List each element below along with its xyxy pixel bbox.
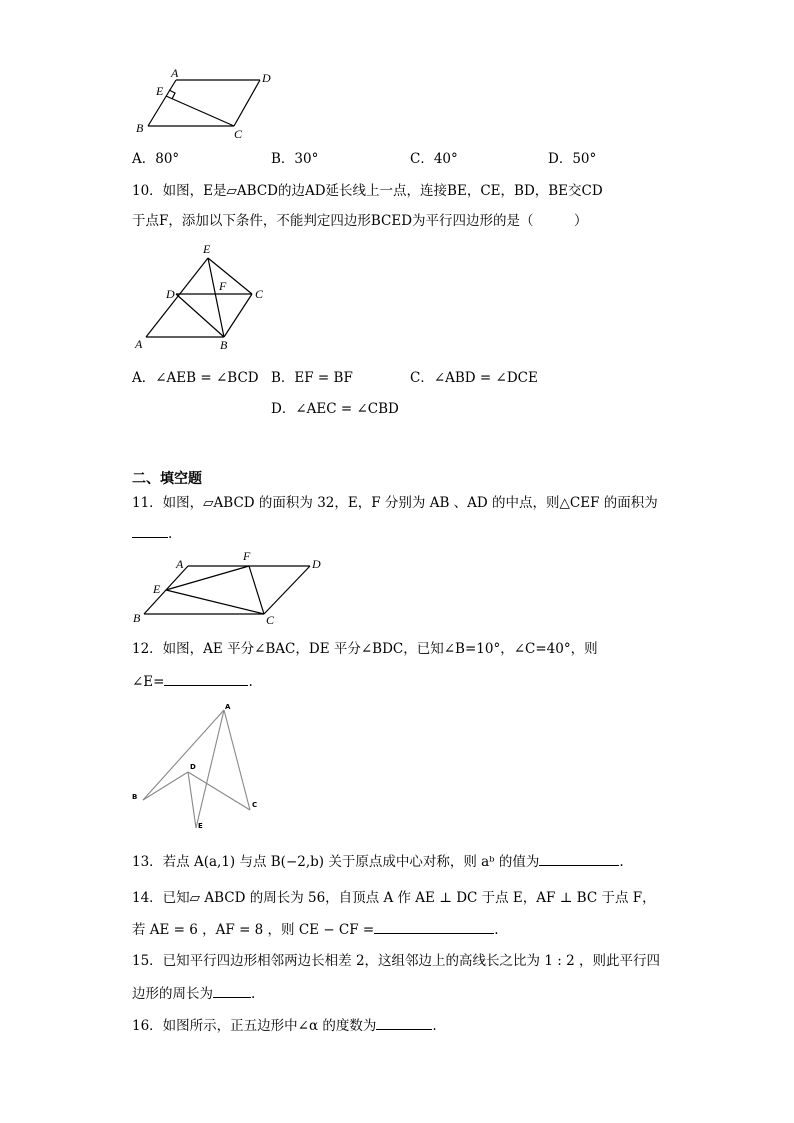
q10-option-b: B．EF = BF <box>271 370 353 386</box>
fig9-label-e: E <box>156 84 164 98</box>
fig12-label-c: C <box>252 801 258 809</box>
fig12-label-b: B <box>132 793 138 801</box>
q14-line1: 14．已知▱ ABCD 的周长为 56，自顶点 A 作 AE ⊥ DC 于点 E，AF ⊥ BC 于点 F， <box>132 890 656 906</box>
q15-line2: 边形的周长为 . <box>132 986 256 1002</box>
fig11-label-d: D <box>312 557 321 571</box>
section-title-fill-in: 二、填空题 <box>132 471 202 487</box>
q11-line1: 11．如图，▱ABCD 的面积为 32，E，F 分别为 AB 、AD 的中点，则△CEF 的面积为 <box>132 495 658 511</box>
q10-line1: 10．如图，E是▱ABCD的边AD延长线上一点，连接BE，CE，BD，BE交CD <box>132 183 603 199</box>
q12-line2: ∠E= . <box>132 674 253 690</box>
q13-answer-blank[interactable] <box>539 852 619 866</box>
fig10-label-a: A <box>135 337 143 351</box>
figure-q10 <box>130 240 280 355</box>
q10-option-c: C．∠ABD = ∠DCE <box>410 370 538 386</box>
q11-answer-blank[interactable] <box>132 524 168 538</box>
fig12-label-a: A <box>225 703 231 711</box>
q9-option-a: A．80° <box>132 151 180 167</box>
q14-answer-blank[interactable] <box>374 920 494 934</box>
q14-line2: 若 AE = 6 ，AF = 8 ，则 CE − CF = . <box>132 922 499 938</box>
q9-option-c: C．40° <box>410 151 458 167</box>
figure-q11 <box>130 548 330 628</box>
fig11-label-e: E <box>153 582 161 596</box>
q13-line: 13．若点 A(a,1) 与点 B(−2,b) 关于原点成中心对称，则 aᵇ 的值为 . <box>132 854 624 870</box>
fig9-label-c: C <box>234 127 243 141</box>
q15-line1: 15．已知平行四边形相邻两边长相差 2，这组邻边上的高线长之比为 1 : 2 ，则此平行四 <box>132 953 660 969</box>
q12-answer-blank[interactable] <box>164 672 248 686</box>
q9-option-d: D．50° <box>548 151 597 167</box>
fig11-label-b: B <box>133 611 141 625</box>
figure-q9 <box>130 66 280 142</box>
fig11-label-c: C <box>266 613 275 627</box>
q16-line: 16．如图所示，正五边形中∠α 的度数为 . <box>132 1018 437 1034</box>
q10-option-d: D．∠AEC = ∠CBD <box>271 401 399 417</box>
fig12-label-d: D <box>190 763 196 771</box>
fig10-label-d: D <box>166 287 175 301</box>
figure-q12 <box>128 700 268 834</box>
q11-line2: . <box>132 524 172 543</box>
fig12-label-e: E <box>198 822 203 830</box>
q10-line2: 于点F，添加以下条件，不能判定四边形BCED为平行四边形的是（ ） <box>132 213 588 229</box>
fig11-label-f: F <box>243 549 251 563</box>
fig10-label-f: F <box>219 279 227 293</box>
q16-answer-blank[interactable] <box>376 1016 432 1030</box>
q12-line1: 12．如图，AE 平分∠BAC，DE 平分∠BDC，已知∠B=10°，∠C=40°，则 <box>132 641 598 657</box>
q15-answer-blank[interactable] <box>213 984 251 998</box>
fig9-label-a: A <box>171 66 179 80</box>
fig9-label-b: B <box>136 121 144 135</box>
fig11-label-a: A <box>176 557 184 571</box>
fig10-label-c: C <box>255 287 264 301</box>
q10-option-a: A．∠AEB = ∠BCD <box>132 370 259 386</box>
fig10-label-b: B <box>220 338 228 352</box>
fig9-label-d: D <box>262 71 271 85</box>
q9-option-b: B．30° <box>271 151 319 167</box>
fig10-label-e: E <box>203 242 211 256</box>
